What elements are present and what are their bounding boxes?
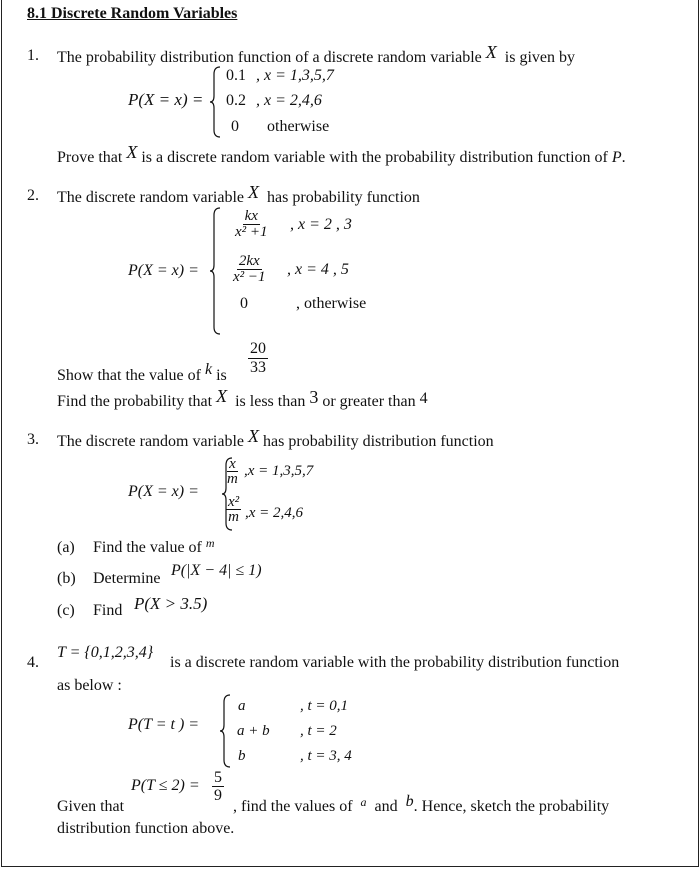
k-value-fraction: $\frac{20}{33}$	[250, 340, 266, 376]
q2-find-text: Find the probability that X is less than 3 or greater than 4	[57, 386, 428, 410]
q2-row2-fraction: $\frac{2kx}{\text{x² −1}}$	[233, 253, 266, 285]
q3-pmf-lhs: P(X = x) =	[128, 483, 199, 500]
q1-number: 1.	[27, 47, 39, 64]
q3-part-math: P(|X − 4| ≤ 1)	[171, 562, 262, 579]
q4-row-value: b	[238, 748, 246, 764]
q4-row-condition: , t = 0,1	[300, 698, 349, 714]
q1-brace-icon	[210, 66, 222, 138]
q4-text: is a discrete random variable with the probability distribution function	[170, 654, 620, 671]
q3-row-condition: ,x = 1,3,5,7	[244, 463, 314, 479]
q4-row-condition: , t = 3, 4	[300, 748, 352, 764]
q1-row-condition: , x = 2,4,6	[256, 92, 322, 109]
q2-row-condition: , otherwise	[296, 295, 367, 312]
q3-part-label: (a)	[57, 539, 75, 556]
q3-part-math: P(X > 3.5)	[134, 594, 208, 613]
q2-row-condition: , x = 2 , 3	[290, 216, 352, 233]
q3-part-text: Find the value of $^m$	[93, 536, 215, 556]
q4-given-math: P(T ≤ 2) =	[131, 777, 200, 794]
section-title: 8.1 Discrete Random Variables	[27, 5, 238, 22]
q3-number: 3.	[27, 431, 39, 448]
q2-brace-icon	[210, 207, 222, 335]
q4-pmf-lhs: P(T = t ) =	[128, 716, 200, 733]
q1-text: The probability distribution function of a discrete random variable X is given by	[57, 42, 575, 66]
q1-pmf-lhs: P(X = x) =	[128, 90, 204, 109]
q3-row1-fraction: $\frac{x}{m}$	[227, 456, 238, 487]
q4-row-value: a	[238, 698, 246, 714]
q4-number: 4.	[27, 654, 39, 671]
q1-row-condition: , x = 1,3,5,7	[256, 67, 334, 84]
q3-row-condition: ,x = 2,4,6	[245, 505, 304, 521]
q4-find-text: , find the values of $^a$ and b. Hence, sketch the probability	[233, 793, 610, 815]
q1-row-value: 0.1	[226, 67, 246, 84]
q4-given-label: Given that	[57, 798, 125, 815]
q1-prove-text: Prove that X is a discrete random variable with the probability distribution function of P.	[57, 142, 626, 166]
q1-row-value: 0.2	[226, 92, 246, 109]
q2-pmf-lhs: P(X = x) =	[128, 262, 199, 279]
q2-text: The discrete random variable X has probability function	[57, 182, 420, 206]
q4-brace-icon	[220, 694, 232, 768]
q2-row-value: 0	[240, 295, 248, 312]
q3-text: The discrete random variable X has probability distribution function	[57, 426, 494, 450]
q4-set: T = {0,1,2,3,4}	[57, 644, 154, 661]
q1-row-value: 0	[231, 118, 239, 135]
q4-row-condition: , t = 2	[300, 723, 337, 739]
q2-row1-fraction: $\frac{kx}{\text{x² +1}}$	[235, 208, 268, 240]
q4-row-value: a + b	[237, 723, 270, 739]
q1-row-condition: otherwise	[267, 118, 330, 135]
q3-row2-fraction: $\frac{\text{x²}}{m}$	[228, 494, 240, 525]
q2-number: 2.	[27, 187, 39, 204]
q2-show-text: Show that the value of k is	[57, 361, 227, 384]
q2-row-condition: , x = 4 , 5	[287, 261, 349, 278]
q3-part-text: Determine	[93, 570, 161, 587]
q4-text2: as below :	[57, 677, 122, 694]
q3-part-label: (c)	[57, 602, 75, 619]
q4-given-fraction: $\frac{5}{9}$	[214, 769, 222, 804]
q3-part-text: Find	[93, 602, 123, 619]
q3-part-label: (b)	[57, 570, 76, 587]
q4-find-text2: distribution function above.	[57, 820, 235, 837]
